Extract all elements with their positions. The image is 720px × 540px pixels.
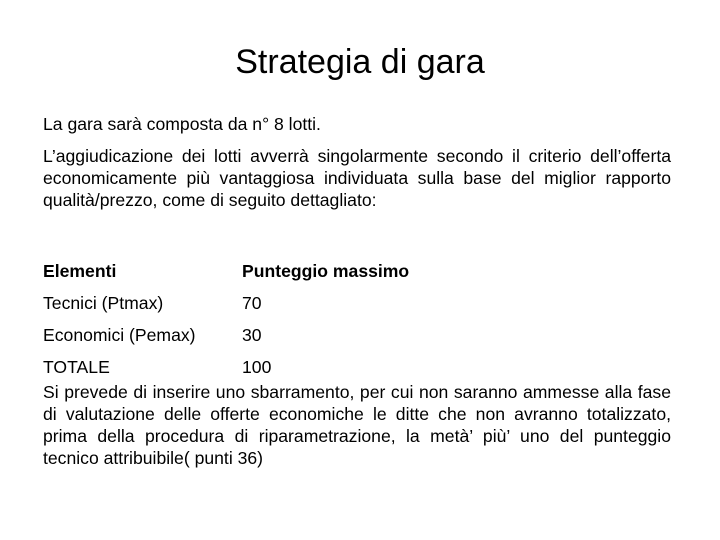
table-row <box>43 351 671 383</box>
intro-text: La gara sarà composta da n° 8 lotti. <box>43 114 321 134</box>
header-elementi: Elementi <box>43 260 117 281</box>
row-value: 100 <box>242 356 272 377</box>
row-label: TOTALE <box>43 356 110 377</box>
table-row <box>43 287 671 319</box>
table-header-row <box>43 255 671 287</box>
table-row <box>43 319 671 351</box>
header-punteggio: Punteggio massimo <box>242 260 410 281</box>
note-text: Si prevede di inserire uno sbarramento, per cui non saranno ammesse alla fase di valutazione delle offerte economiche le ditte che non avranno totalizzato, prima della procedura di riparametrazione, la metà’ più’ uno del punteggio tecnico attribuibile( punti 36) <box>43 382 671 468</box>
slide-title: Strategia di gara <box>235 43 485 81</box>
row-value: 30 <box>242 324 262 345</box>
row-label: Tecnici (Ptmax) <box>43 292 164 313</box>
row-label: Economici (Pemax) <box>43 324 196 345</box>
row-value: 70 <box>242 292 262 313</box>
score-table <box>43 255 671 383</box>
criterion-text: L’aggiudicazione dei lotti avverrà singolarmente secondo il criterio dell’offerta economicamente più vantaggiosa individuata sulla base del miglior rapporto qualità/prezzo, come di seguito dettagliato: <box>43 146 671 210</box>
